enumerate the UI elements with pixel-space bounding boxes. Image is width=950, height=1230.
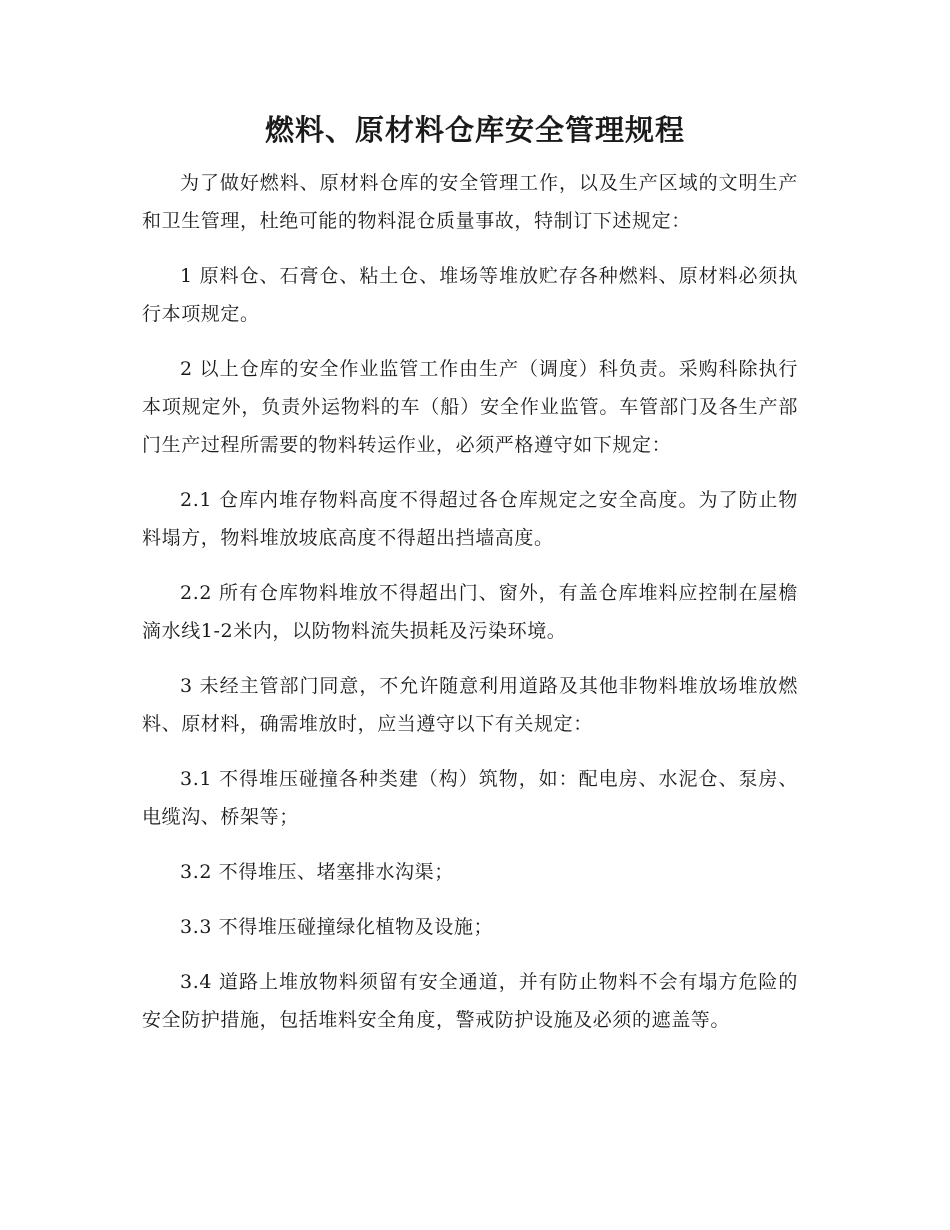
document-title: 燃料、原材料仓库安全管理规程 (264, 113, 685, 147)
paragraph-3-1: 3.1 不得堆压碰撞各种类建（构）筑物，如：配电房、水泥仓、泵房、电缆沟、桥架等； (142, 768, 798, 828)
paragraph-intro: 为了做好燃料、原材料仓库的安全管理工作，以及生产区域的文明生产和卫生管理，杜绝可能的物料混仓质量事故，特制订下述规定： (142, 172, 798, 232)
paragraph-1: 1 原料仓、石膏仓、粘土仓、堆场等堆放贮存各种燃料、原材料必须执行本项规定。 (142, 265, 798, 325)
paragraph-2-1: 2.1 仓库内堆存物料高度不得超过各仓库规定之安全高度。为了防止物料塌方，物料堆放坡底高度不得超出挡墙高度。 (142, 489, 798, 549)
paragraph-3: 3 未经主管部门同意，不允许随意利用道路及其他非物料堆放场堆放燃料、原材料，确需堆放时，应当遵守以下有关规定： (142, 675, 798, 735)
document-body (142, 164, 798, 1056)
paragraph-2: 2 以上仓库的安全作业监管工作由生产（调度）科负责。采购科除执行本项规定外，负责外运物料的车（船）安全作业监管。车管部门及各生产部门生产过程所需要的物料转运作业，必须严格遵守如下规定： (142, 358, 798, 456)
paragraph-3-3: 3.3 不得堆压碰撞绿化植物及设施； (180, 916, 494, 938)
paragraph-3-2: 3.2 不得堆压、堵塞排水沟渠； (180, 861, 454, 883)
paragraph-3-4: 3.4 道路上堆放物料须留有安全通道，并有防止物料不会有塌方危险的安全防护措施，包括堆料安全角度，警戒防护设施及必须的遮盖等。 (142, 971, 798, 1031)
paragraph-2-2: 2.2 所有仓库物料堆放不得超出门、窗外，有盖仓库堆料应控制在屋檐滴水线1-2米内，以防物料流失损耗及污染环境。 (142, 582, 798, 642)
